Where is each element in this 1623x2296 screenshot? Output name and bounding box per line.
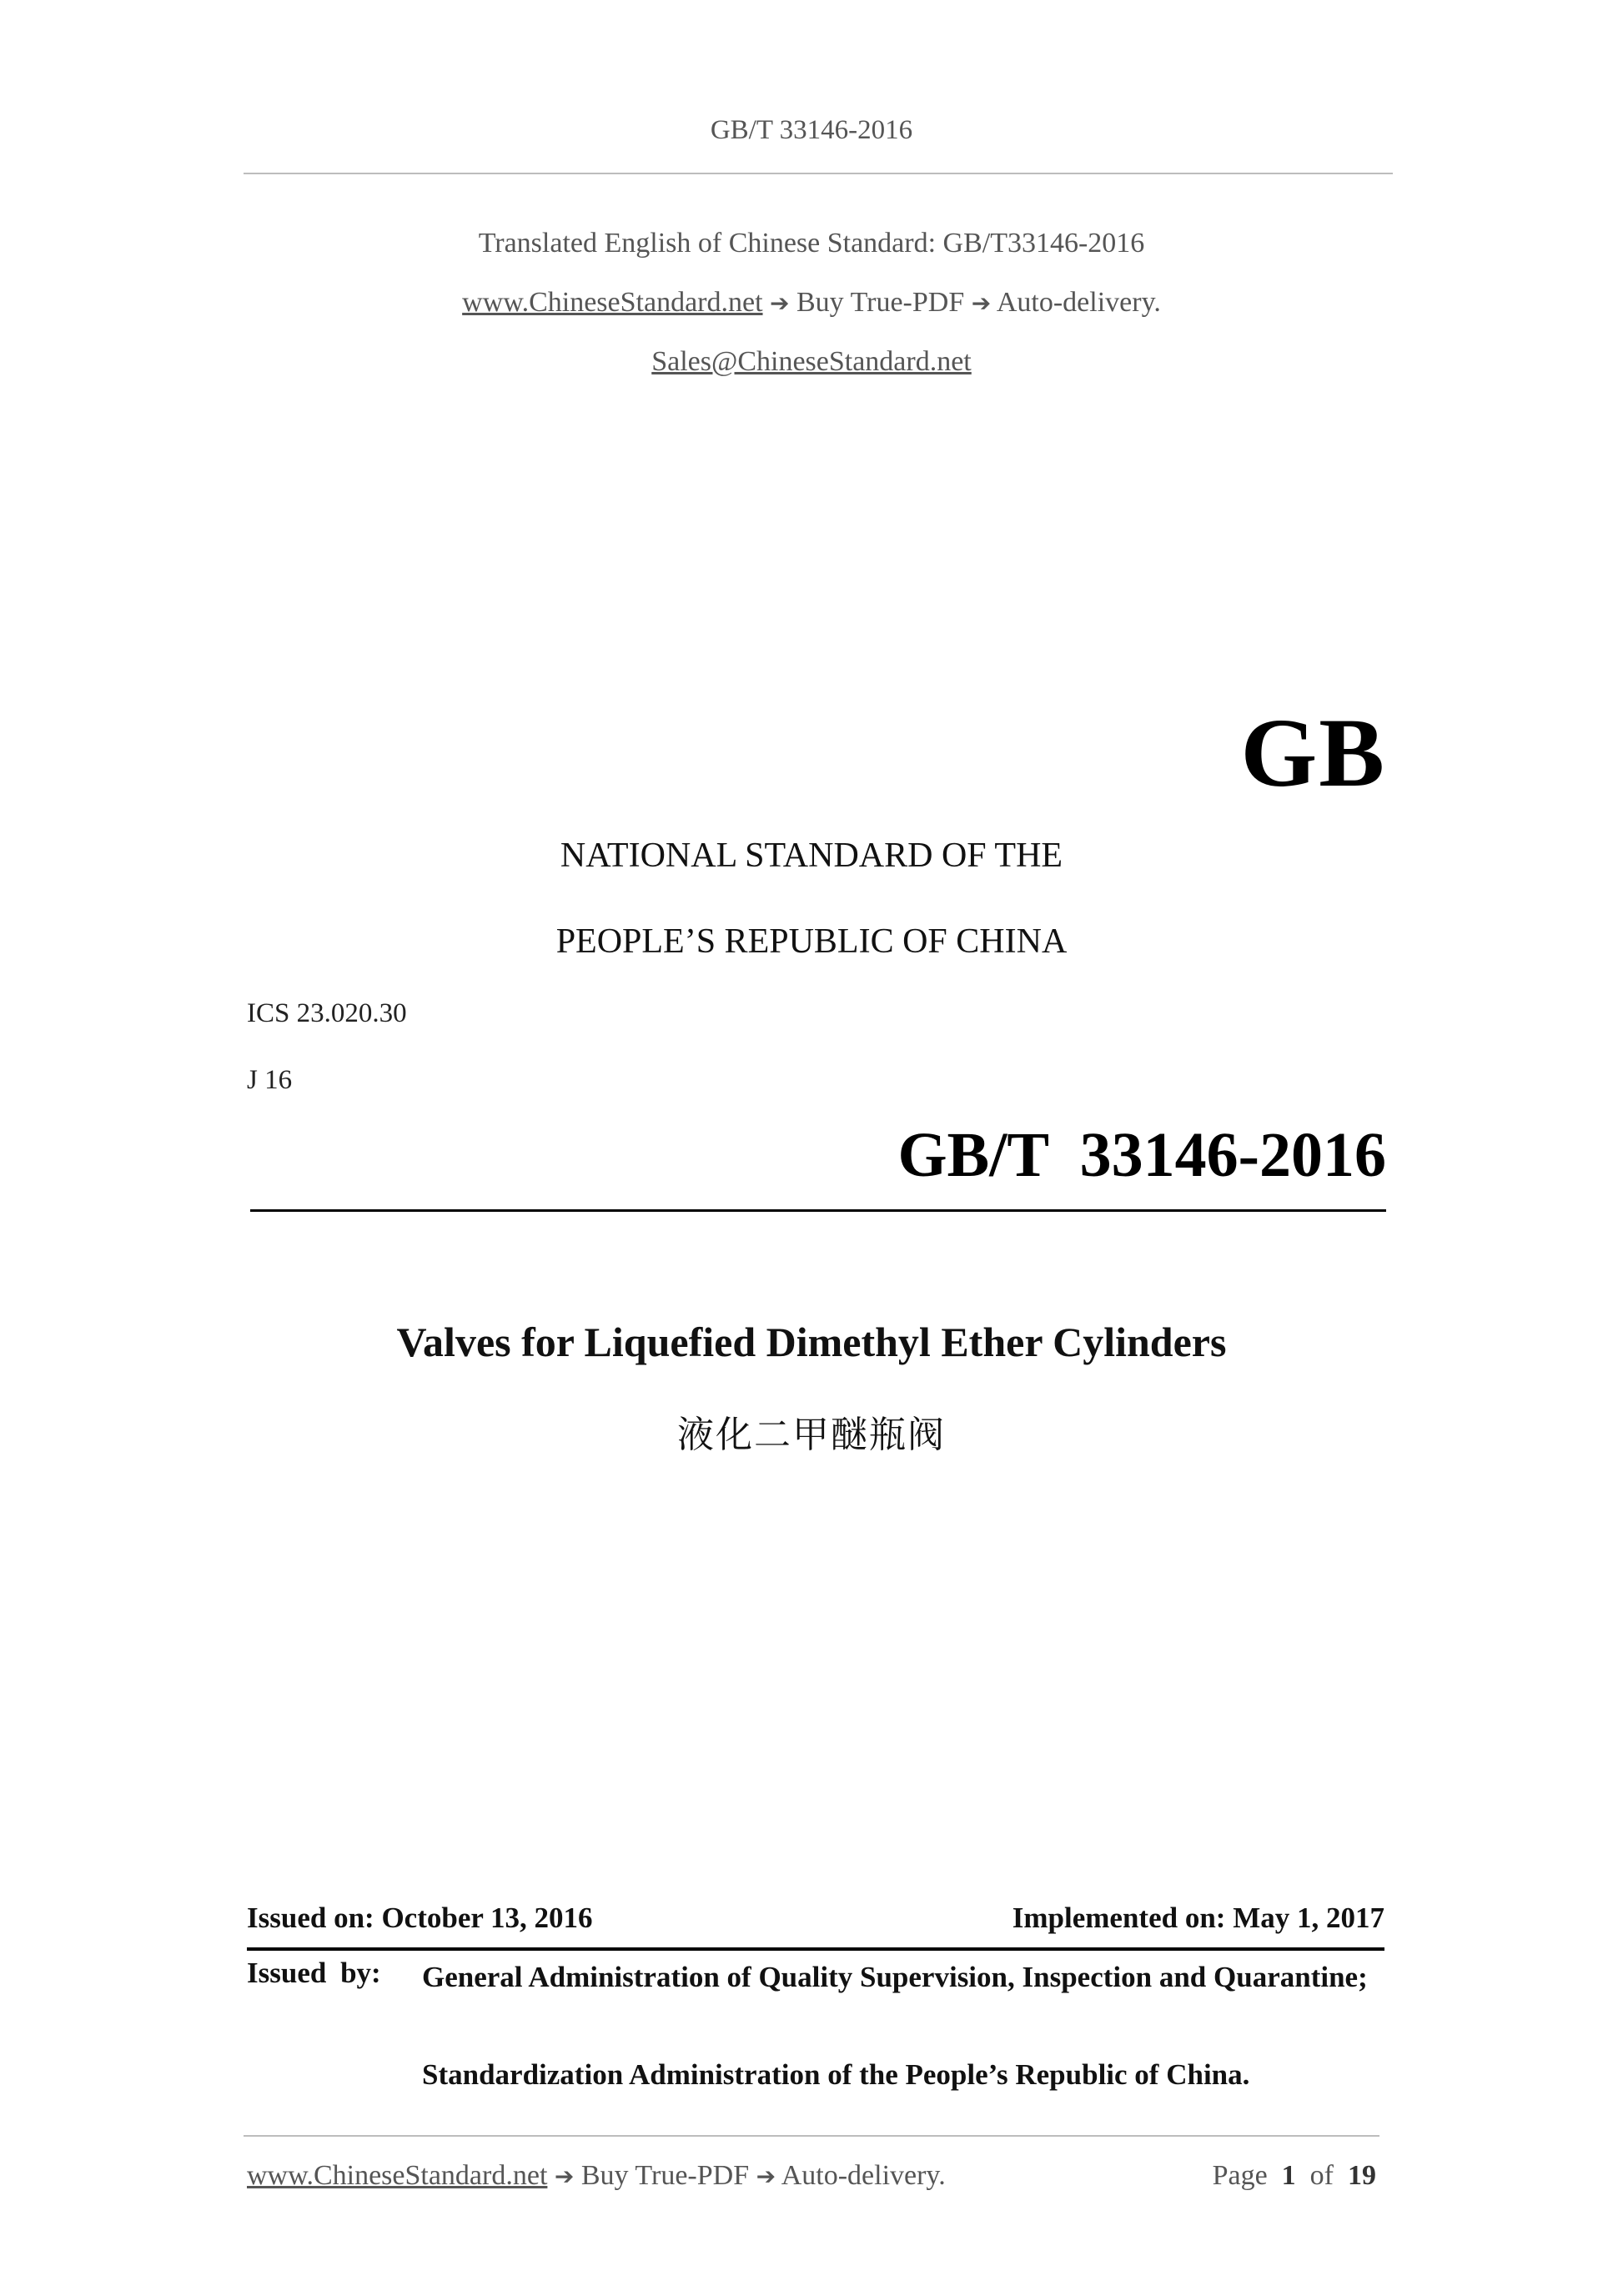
footer-divider (244, 2135, 1379, 2137)
implemented-on: Implemented on: May 1, 2017 (1012, 1902, 1384, 1934)
footer-notice (247, 2160, 946, 2192)
title-english: Valves for Liquefied Dimethyl Ether Cylinders (396, 1319, 1227, 1365)
ics-code: ICS 23.020.30 (247, 998, 407, 1028)
running-header: GB/T 33146-2016 (710, 115, 913, 145)
arrow-right-icon: ➔ (971, 289, 992, 317)
standard-number: GB/T 33146-2016 (897, 1120, 1386, 1190)
page-total: 19 (1348, 2160, 1376, 2191)
issuer-1: General Administration of Quality Supervision, Inspection and Quarantine; (422, 1961, 1368, 1993)
footer-buy-text: Buy True-PDF (580, 2160, 750, 2191)
arrow-right-icon: ➔ (770, 289, 790, 317)
arrow-right-icon: ➔ (756, 2163, 776, 2190)
issued-by-label: Issued by: (247, 1957, 381, 1989)
page-indicator (1213, 2160, 1376, 2192)
purchase-notice (0, 287, 1623, 319)
footer-delivery-text: Auto-delivery. (781, 2160, 946, 2191)
page-current: 1 (1281, 2160, 1296, 2191)
issued-on: Issued on: October 13, 2016 (247, 1902, 593, 1934)
email-link[interactable]: Sales@ChineseStandard.net (651, 346, 972, 377)
issuer-2: Standardization Administration of the People’s Republic of China. (422, 2058, 1250, 2091)
national-standard-line1: NATIONAL STANDARD OF THE (560, 837, 1063, 875)
translation-notice: Translated English of Chinese Standard: GB/T33146-2016 (478, 228, 1145, 259)
title-chinese: 液化二甲醚瓶阀 (677, 1414, 946, 1456)
email-line (0, 346, 1623, 378)
standard-number-divider (250, 1209, 1386, 1212)
of-word: of (1309, 2160, 1334, 2191)
national-standard-line2: PEOPLE’S REPUBLIC OF CHINA (555, 922, 1068, 961)
arrow-right-icon: ➔ (554, 2163, 575, 2190)
header-divider (244, 173, 1393, 174)
ccs-code: J 16 (247, 1065, 293, 1095)
website-link[interactable]: www.ChineseStandard.net (462, 287, 763, 318)
gb-mark: GB (1240, 698, 1386, 807)
buy-text: Buy True-PDF (796, 287, 965, 318)
page-word: Page (1212, 2160, 1268, 2191)
issue-divider (247, 1947, 1384, 1951)
footer-website-link[interactable]: www.ChineseStandard.net (247, 2160, 548, 2191)
delivery-text: Auto-delivery. (996, 287, 1161, 318)
